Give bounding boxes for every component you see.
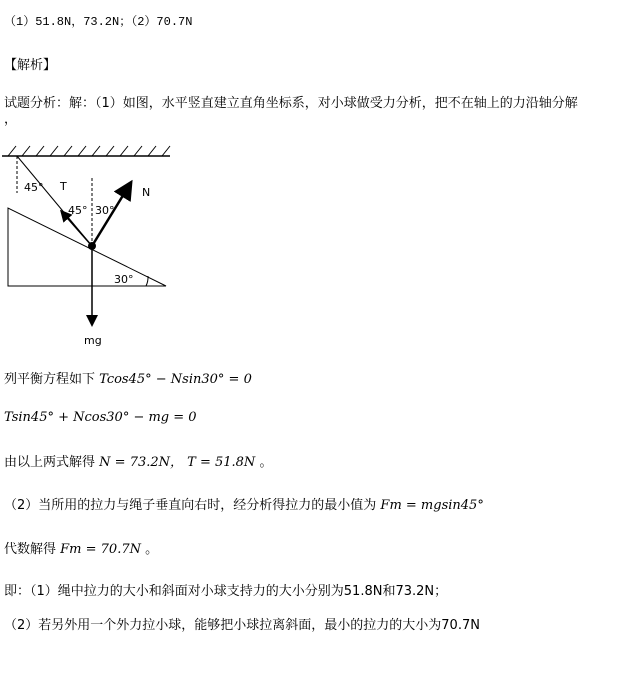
conclusion-1: 即：（1）绳中拉力的大小和斜面对小球支持力的大小分别为51.8N和73.2N； <box>4 584 448 599</box>
intro-line-2: ， <box>4 112 18 127</box>
calc-line: 代数解得 Fm = 70.7N 。 <box>4 542 159 557</box>
tension-arrow <box>62 212 92 246</box>
intro-line-1: 试题分析：解：（1）如图，水平竖直建立直角坐标系，对小球做受力分析，把不在轴上的力沿轴分解 <box>4 96 578 111</box>
label-30-mid: 30° <box>95 204 115 217</box>
label-45-mid: 45° <box>68 204 88 217</box>
label-N: N <box>142 186 151 199</box>
incline-angle-arc <box>146 276 148 286</box>
label-45-left: 45° <box>24 181 44 194</box>
conclusion-2: （2）若另外用一个外力拉小球，能够把小球拉离斜面，最小的拉力的大小为70.7N <box>4 618 480 633</box>
label-mg: mg <box>84 334 102 347</box>
ceiling-hatching <box>8 146 170 156</box>
answer-line: （1）51.8N，73.2N；（2）70.7N <box>4 15 193 29</box>
analysis-heading: 【解析】 <box>4 58 57 73</box>
equation-1: 列平衡方程如下 Tcos45° − Nsin30° = 0 <box>4 372 252 387</box>
solution-line: 由以上两式解得 N = 73.2N， T = 51.8N 。 <box>4 455 273 470</box>
part2-line: （2）当所用的拉力与绳子垂直向右时，经分析得拉力的最小值为 Fm = mgsin45° <box>4 498 484 513</box>
force-diagram <box>0 138 200 353</box>
ball <box>88 242 96 250</box>
incline-block <box>8 208 166 286</box>
label-T: T <box>60 180 67 193</box>
label-30-incline: 30° <box>114 273 134 286</box>
equation-2: Tsin45° + Ncos30° − mg = 0 <box>4 410 197 425</box>
